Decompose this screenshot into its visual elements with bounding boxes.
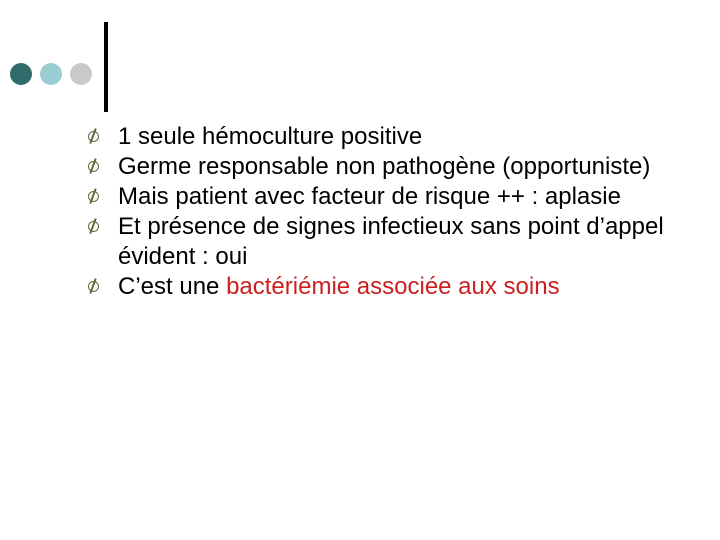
list-item-text: Germe responsable non pathogène (opportuniste): [118, 153, 651, 180]
dark-teal-dot: [10, 63, 32, 85]
bullet-list: [88, 122, 698, 302]
gray-dot: [70, 63, 92, 85]
list-item-text: C’est une: [118, 273, 227, 300]
list-item-text: 1 seule hémoculture positive: [118, 123, 423, 150]
list-item: [88, 212, 698, 272]
list-item: [88, 122, 698, 152]
highlight-text: bactériémie associée aux soins: [226, 273, 560, 300]
list-item: [88, 272, 698, 302]
decorative-dots: [10, 63, 94, 87]
bullet-icon: [88, 161, 99, 172]
bullet-icon: [88, 221, 99, 232]
list-item-text: Mais patient avec facteur de risque ++ : aplasie: [118, 183, 621, 210]
light-teal-dot: [40, 63, 62, 85]
list-item-text: Et présence de signes infectieux sans point d’appel évident : oui: [118, 213, 664, 270]
list-item: [88, 182, 698, 212]
bullet-icon: [88, 131, 99, 142]
vertical-divider-line: [104, 22, 108, 112]
bullet-icon: [88, 281, 99, 292]
list-item: [88, 152, 698, 182]
bullet-icon: [88, 191, 99, 202]
